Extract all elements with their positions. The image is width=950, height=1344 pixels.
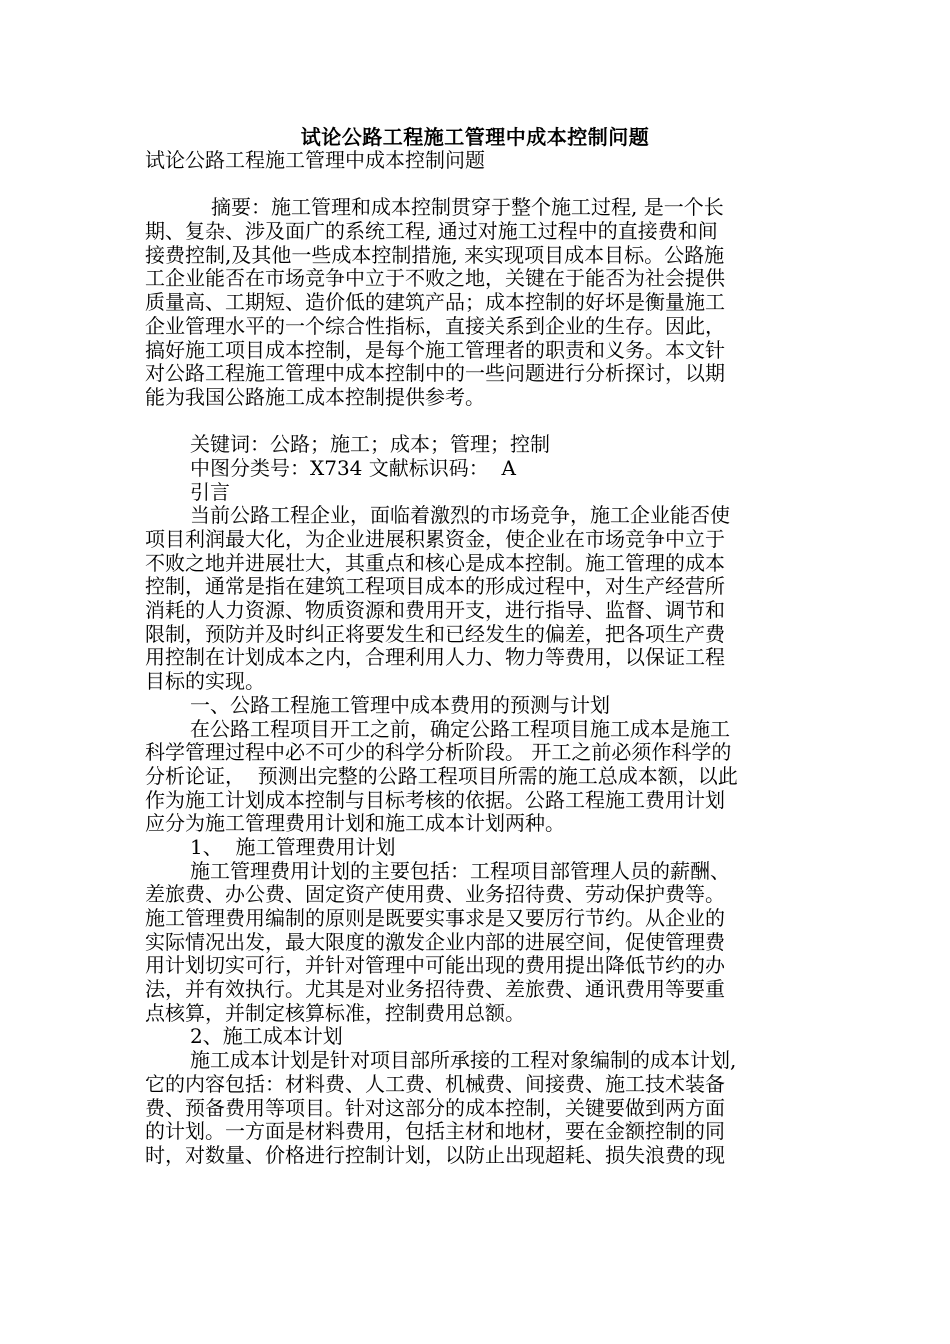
document-title: 试论公路工程施工管理中成本控制问题 — [300, 125, 650, 149]
text-line: 它的内容包括：材料费、人工费、机械费、间接费、施工技术装备 — [145, 1071, 725, 1096]
text-line: 能为我国公路施工成本控制提供参考。 — [145, 384, 485, 409]
text-line: 目标的实现。 — [145, 669, 265, 694]
text-line: 费、预备费用等项目。针对这部分的成本控制，关键要做到两方面 — [145, 1095, 725, 1120]
intro-heading: 引言 — [190, 479, 230, 504]
text-line: 对公路工程施工管理中成本控制中的一些问题进行分析探讨，以期 — [145, 361, 725, 386]
text-line: 当前公路工程企业，面临着激烈的市场竞争，施工企业能否使 — [190, 503, 730, 528]
text-line: 用控制在计划成本之内，合理利用人力、物力等费用，以保证工程 — [145, 645, 725, 670]
text-line: 施工管理费用计划的主要包括：工程项目部管理人员的薪酬、 — [190, 858, 730, 883]
text-line: 法，并有效执行。尤其是对业务招待费、差旅费、通讯费用等要重 — [145, 977, 725, 1002]
text-line: 工企业能否在市场竞争中立于不败之地，关键在于能否为社会提供 — [145, 266, 725, 291]
sub1-paragraph — [145, 860, 825, 1026]
text-line: 施工成本计划是针对项目部所承接的工程对象编制的成本计划, — [190, 1048, 737, 1073]
text-line: 搞好施工项目成本控制，是每个施工管理者的职责和义务。本文针 — [145, 337, 725, 362]
text-line: 摘要：施工管理和成本控制贯穿于整个施工过程, 是一个长 — [211, 195, 724, 220]
text-line: 科学管理过程中必不可少的科学分析阶段。 开工之前必须作科学的 — [145, 740, 732, 765]
text-line: 的计划。一方面是材料费用，包括主材和地材，要在金额控制的同 — [145, 1119, 725, 1144]
text-line: 时，对数量、价格进行控制计划，以防止出现超耗、损失浪费的现 — [145, 1142, 725, 1167]
subsection-heading: 2、施工成本计划 — [190, 1024, 343, 1049]
document-body — [145, 149, 825, 1168]
text-line: 限制，预防并及时纠正将要发生和已经发生的偏差，把各项生产费 — [145, 621, 725, 646]
subsection-heading: 1、 施工管理费用计划 — [190, 834, 396, 859]
text-line: 施工管理费用编制的原则是既要实事求是又要厉行节约。从企业的 — [145, 906, 725, 930]
text-line: 接费控制,及其他一些成本控制措施, 来实现项目成本目标。公路施 — [145, 242, 725, 267]
text-line: 项目利润最大化，为企业进展积累资金，使企业在市场竞争中立于 — [145, 527, 725, 551]
text-line: 应分为施工管理费用计划和施工成本计划两种。 — [145, 811, 565, 836]
document-subtitle: 试论公路工程施工管理中成本控制问题 — [145, 148, 485, 172]
text-line: 质量高、工期短、造价低的建筑产品；成本控制的好坏是衡量施工 — [145, 290, 725, 315]
text-line: 分析论证， 预测出完整的公路工程项目所需的施工总成本额，以此 — [145, 763, 738, 788]
sub2-paragraph — [145, 1049, 825, 1167]
text-line: 实际情况出发，最大限度的激发企业内部的进展空间，促使管理费 — [145, 929, 725, 954]
text-line: 控制，通常是指在建筑工程项目成本的形成过程中，对生产经营所 — [145, 574, 725, 599]
section-heading: 一、公路工程施工管理中成本费用的预测与计划 — [190, 692, 610, 717]
text-line: 期、复杂、涉及面广的系统工程, 通过对施工过程中的直接费和间 — [145, 219, 718, 244]
abstract-paragraph — [145, 196, 825, 409]
blank-line — [145, 410, 825, 434]
intro-paragraph — [145, 504, 825, 694]
classification-line: 中图分类号：X734 文献标识码： A — [190, 455, 516, 480]
text-line: 作为施工计划成本控制与目标考核的依据。公路工程施工费用计划 — [145, 787, 725, 812]
keywords-line: 关键词：公路；施工；成本；管理；控制 — [190, 432, 550, 457]
text-line: 在公路工程项目开工之前，确定公路工程项目施工成本是施工 — [190, 716, 730, 741]
section1-paragraph — [145, 718, 825, 836]
text-line: 点核算，并制定核算标准，控制费用总额。 — [145, 1000, 525, 1025]
text-line: 用计划切实可行，并针对管理中可能出现的费用提出降低节约的办 — [145, 953, 725, 978]
text-line: 不败之地并进展壮大，其重点和核心是成本控制。施工管理的成本 — [145, 550, 725, 575]
text-line: 差旅费、办公费、固定资产使用费、业务招待费、劳动保护费等。 — [145, 882, 725, 907]
text-line: 企业管理水平的一个综合性指标，直接关系到企业的生存。因此， — [145, 313, 725, 338]
blank-line — [145, 173, 825, 197]
text-line: 消耗的人力资源、物质资源和费用开支，进行指导、监督、调节和 — [145, 598, 725, 623]
